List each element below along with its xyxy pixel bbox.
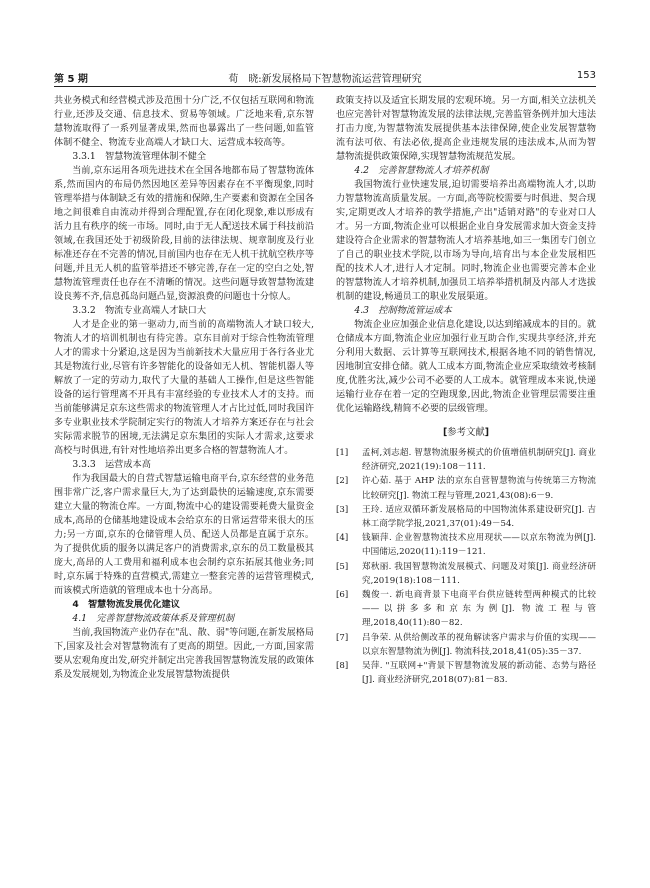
reference-item [336,446,596,474]
references-heading: [参考文献] [442,427,490,438]
reference-text: 王玲. 适应双循环新发展格局的中国物流体系建设研究[J]. 吉林工商学院学报,2021,37(01):49－54. [362,504,596,530]
paragraph: 作为我国最大的自营式智慧运输电商平台,京东经营的业务范围非常广泛,客户需求量巨大,为了达到最快的运输速度,京东需要建立大量的物流仓库。一方面,物流中心的建设需要耗费大量资金成本,高昂的仓储基地建设成本会给京东的日常运营带来很大的压力;另一方面,京东的仓储管理人员、配送人员都是直属于京东。为了提供优质的服务以满足客户的消费需求,京东的员工数量极其庞大,高昂的人工费用和福利成本也会制约京东拓展其他业务;同时,京东属于特殊的直营模式,需建立一整套完善的运营管理模式,而该模式所造就的管理成本也十分高昂。 [54,474,314,596]
right-column [336,94,596,687]
reference-number: [4] [336,533,349,544]
paragraph: 我国物流行业快速发展,迫切需要培养出高端物流人才,以助力智慧物流高质量发展。一方面,高等院校需要与时俱进、契合现实,定期更改人才培养的教学措施,产出"适销对路"的专业对口人才。另一方面,物流企业可以根据企业自身发展需求加大资金支持建设符合企业需求的智慧物流人才培养基地,如三一集团专门创立了自己的职业技术学院,以市场为导向,培育出与本企业发展相匹配的技术人才,进行人才定制。同时,物流企业也需要完善本企业的智慧物流人才培养机制,加强员工培养举措机制及内部人才选拔机制的建设,畅通员工的职业发展渠道。 [336,180,596,302]
reference-text: 孟柯,刘志超. 智慧物流服务模式的价值增值机制研究[J]. 商业经济研究,2021(19):108－111. [362,448,596,473]
section-heading: 4.1 完善智慧物流政策体系及管理机制 [72,613,235,624]
reference-item [336,503,596,531]
reference-item [336,474,596,502]
reference-number: [1] [336,448,349,458]
paragraph: 共业务模式和经营模式涉及范围十分广泛,不仅包括互联网和物流行业,还涉及交通、信息技术、贸易等领域。广泛地来看,京东智慧物流取得了一系列显著成果,然而也暴露出了一些问题,如监管体制不健全、物流专业高端人才缺口大、运营成本较高等。 [54,96,314,148]
reference-text: 吴萍. "互联网+"背景下智慧物流发展的新动能、态势与路径[J]. 商业经济研究,2018(07):81－83. [362,661,596,686]
paragraph: 当前,我国物流产业仍存在"乱、散、弱"等问题,在新发展格局下,国家及社会对智慧物流有了更高的期望。因此,一方面,国家需要从宏观角度出发,研究并制定出完善我国智慧物流发展的政策体系及发展规划,为物流企业发展智慧物流提供 [54,628,314,680]
reference-text: 郑秋丽. 我国智慧物流发展模式、问题及对策[J]. 商业经济研究,2019(18):108－111. [362,561,596,586]
reference-text: 许心茹. 基于 AHP 法的京东自营智慧物流与传统第三方物流比较研究[J]. 物流工程与管理,2021,43(08):6－9. [362,476,596,501]
running-title: 荀 晓:新发展格局下智慧物流运营管理研究 [228,74,422,85]
reference-item [336,531,596,559]
reference-text: 钱颖萍. 企业智慧物流技术应用现状——以京东物流为例[J]. 中国储运,2020(11):119－121. [362,533,596,558]
paragraph: 政策支持以及适宜长期发展的宏观环境。另一方面,相关立法机关也应完善针对智慧物流发展的法律法规,完善监管条例并加大违法打击力度,为智慧物流发展提供基本法律保障,使企业发展智慧物流有法可依、有法必依,提高企业违规发展的违法成本,从而为智慧物流提供政策保障,实现智慧物流规范发展。 [336,96,596,162]
reference-number: [3] [336,504,349,515]
reference-number: [5] [336,561,349,572]
reference-item [336,560,596,588]
reference-number: [7] [336,632,349,643]
section-heading: 3.3.2 物流专业高端人才缺口大 [72,305,207,316]
paragraph: 当前,京东运用各项先进技术在全国各地都布局了智慧物流体系,然而国内的布局仍然因地区差异等因素存在不平衡现象,同时管理举措与体制缺乏有效的措施和保障,生产要素和资源在全国各地之间很难自由流动并得到合理配置,存在闭化现象,难以形成有活力且有秩序的统一市场。同时,由于无人配送技术属于科技前沿领域,在我国还处于初级阶段,目前的法律法规、规章制度及行业标准还存在不完善的情况,目前国内也存在无人机干扰航空秩序等问题,并且无人机的监管举措还不够完善,存在一定的空白之处,智慧物流管理责任也存在不清晰的情况。这些问题导致智慧物流建设良莠不齐,信息孤岛问题凸显,资源浪费的问题也十分惊人。 [54,166,314,302]
reference-number: [6] [336,590,349,601]
reference-number: [2] [336,476,349,487]
reference-text: 吕争荣. 从供给侧改革的视角解读客户需求与价值的实现——以京东智慧物流为例[J]. 物流科技,2018,41(05):35－37. [362,632,596,657]
reference-number: [8] [336,661,349,672]
reference-text: 魏俊一. 新电商背景下电商平台供应链转型两种模式的比较——以拼多多和京东为例[J]. 物流工程与管理,2018,40(11):80－82. [362,590,596,629]
paragraph: 物流企业应加强企业信息化建设,以达到缩减成本的目的。就仓储成本方面,物流企业应加强行业互助合作,实现共享经济,并充分利用大数据、云计算等互联网技术,根据各地不同的销售情况,因地制宜安排仓储。就人工成本方面,物流企业应采取绩效考核制度,优胜劣汰,减少公司不必要的人工成本。就管理成本来说,快递运输行业存在着一定的空跑现象,因此,物流企业管理层需要注重优化运输路线,精简不必要的层级管理。 [336,320,596,414]
section-heading: 4.2 完善智慧物流人才培养机制 [354,165,489,176]
section-heading: 3.3.1 智慧物流管理体制不健全 [72,151,207,162]
header-rule [54,86,596,87]
section-heading: 4 智慧物流发展优化建议 [72,599,180,610]
references-title: 参考文献 [447,427,485,438]
reference-item [336,631,596,659]
section-heading: 3.3.3 运营成本高 [72,459,151,470]
paragraph: 人才是企业的第一驱动力,而当前的高端物流人才缺口较大,物流人才的培训机制也有待完善。京东目前对于综合性物流管理人才的需求十分紧迫,这是因为当前新技术大量应用于各行各业尤其是物流行业,尽管有许多智能化的设备如无人机、智能机器人等解放了一定的劳动力,取代了大量的基础人工操作,但是这些智能设备的运行管理离不开具有丰富经验的专业技术人才的支持。而当前能够满足京东这些需求的物流管理人才占比过低,同时我国许多专业职业技术学院制定实行的物流人才培养方案还存在与社会实际需求脱节的困境,无法满足京东集团的实际人才需求,这要求高校与时俱进,有针对性地培养出更多合格的智慧物流人才。 [54,320,314,456]
references-list [336,446,596,687]
reference-item [336,588,596,631]
page-number: 153 [576,70,596,81]
section-heading: 4.3 控制物流管运成本 [354,305,452,316]
reference-item [336,659,596,687]
running-header [54,70,596,86]
left-column [54,94,314,682]
issue-number: 第 5 期 [54,74,88,85]
